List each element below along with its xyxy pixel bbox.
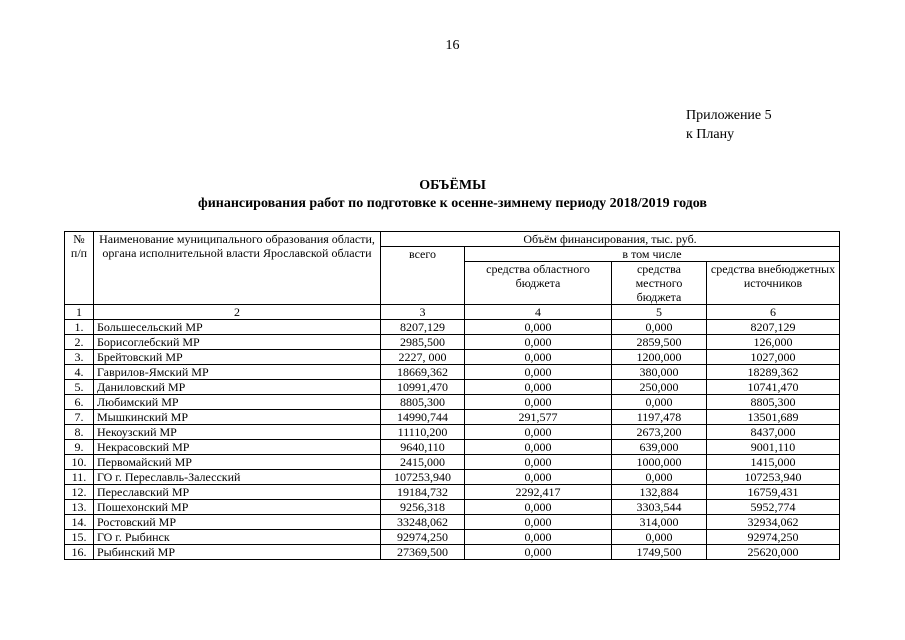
table-row <box>65 395 840 410</box>
local-value: 380,000 <box>612 365 707 380</box>
header-total: всего <box>381 247 465 305</box>
municipality-name: ГО г. Рыбинск <box>94 530 381 545</box>
financing-table <box>64 231 840 560</box>
row-number: 9. <box>65 440 94 455</box>
column-number: 5 <box>612 305 707 320</box>
column-numbers-row <box>65 305 840 320</box>
table-row <box>65 440 840 455</box>
header-funding: Объём финансирования, тыс. руб. <box>381 232 840 247</box>
local-value: 2859,500 <box>612 335 707 350</box>
total-value: 11110,200 <box>381 425 465 440</box>
local-value: 1197,478 <box>612 410 707 425</box>
local-value: 0,000 <box>612 395 707 410</box>
table-row <box>65 425 840 440</box>
municipality-name: Мышкинский МР <box>94 410 381 425</box>
title-main: ОБЪЁМЫ <box>419 178 486 193</box>
regional-value: 0,000 <box>465 395 612 410</box>
row-number: 16. <box>65 545 94 560</box>
municipality-name: Некоузский МР <box>94 425 381 440</box>
row-number: 7. <box>65 410 94 425</box>
row-number: 14. <box>65 515 94 530</box>
regional-value: 0,000 <box>465 455 612 470</box>
extrabudget-value: 32934,062 <box>707 515 840 530</box>
total-value: 2985,500 <box>381 335 465 350</box>
table-row <box>65 335 840 350</box>
column-number: 6 <box>707 305 840 320</box>
total-value: 9640,110 <box>381 440 465 455</box>
table-row <box>65 350 840 365</box>
total-value: 10991,470 <box>381 380 465 395</box>
header-regional: средства областного бюджета <box>465 262 612 305</box>
regional-value: 0,000 <box>465 335 612 350</box>
extrabudget-value: 8805,300 <box>707 395 840 410</box>
document-title <box>0 177 905 213</box>
page-number: 16 <box>445 38 460 53</box>
regional-value: 0,000 <box>465 515 612 530</box>
total-value: 2415,000 <box>381 455 465 470</box>
extrabudget-value: 1027,000 <box>707 350 840 365</box>
table-row <box>65 470 840 485</box>
local-value: 3303,544 <box>612 500 707 515</box>
extrabudget-value: 9001,110 <box>707 440 840 455</box>
extrabudget-value: 126,000 <box>707 335 840 350</box>
total-value: 33248,062 <box>381 515 465 530</box>
regional-value: 0,000 <box>465 425 612 440</box>
row-number: 3. <box>65 350 94 365</box>
regional-value: 2292,417 <box>465 485 612 500</box>
regional-value: 0,000 <box>465 350 612 365</box>
municipality-name: Гаврилов-Ямский МР <box>94 365 381 380</box>
column-number: 3 <box>381 305 465 320</box>
local-value: 2673,200 <box>612 425 707 440</box>
total-value: 18669,362 <box>381 365 465 380</box>
table-row <box>65 515 840 530</box>
total-value: 92974,250 <box>381 530 465 545</box>
extrabudget-value: 92974,250 <box>707 530 840 545</box>
table-body <box>65 320 840 560</box>
column-number: 4 <box>465 305 612 320</box>
regional-value: 0,000 <box>465 530 612 545</box>
row-number: 12. <box>65 485 94 500</box>
extrabudget-value: 18289,362 <box>707 365 840 380</box>
municipality-name: Даниловский МР <box>94 380 381 395</box>
municipality-name: Рыбинский МР <box>94 545 381 560</box>
local-value: 1749,500 <box>612 545 707 560</box>
total-value: 9256,318 <box>381 500 465 515</box>
regional-value: 0,000 <box>465 365 612 380</box>
total-value: 19184,732 <box>381 485 465 500</box>
local-value: 0,000 <box>612 470 707 485</box>
header-local: средства местного бюджета <box>612 262 707 305</box>
local-value: 0,000 <box>612 530 707 545</box>
column-number: 2 <box>94 305 381 320</box>
municipality-name: Пошехонский МР <box>94 500 381 515</box>
total-value: 27369,500 <box>381 545 465 560</box>
extrabudget-value: 1415,000 <box>707 455 840 470</box>
total-value: 107253,940 <box>381 470 465 485</box>
local-value: 314,000 <box>612 515 707 530</box>
regional-value: 0,000 <box>465 470 612 485</box>
municipality-name: Ростовский МР <box>94 515 381 530</box>
regional-value: 291,577 <box>465 410 612 425</box>
row-number: 13. <box>65 500 94 515</box>
municipality-name: Переславский МР <box>94 485 381 500</box>
local-value: 250,000 <box>612 380 707 395</box>
municipality-name: Любимский МР <box>94 395 381 410</box>
extrabudget-value: 13501,689 <box>707 410 840 425</box>
local-value: 132,884 <box>612 485 707 500</box>
row-number: 5. <box>65 380 94 395</box>
row-number: 4. <box>65 365 94 380</box>
regional-value: 0,000 <box>465 320 612 335</box>
extrabudget-value: 5952,774 <box>707 500 840 515</box>
municipality-name: Некрасовский МР <box>94 440 381 455</box>
header-including: в том числе <box>465 247 840 262</box>
table-row <box>65 380 840 395</box>
municipality-name: Первомайский МР <box>94 455 381 470</box>
table-row <box>65 455 840 470</box>
title-subtitle: финансирования работ по подготовке к осенне-зимнему периоду 2018/2019 годов <box>198 196 707 211</box>
table-row <box>65 320 840 335</box>
municipality-name: Борисоглебский МР <box>94 335 381 350</box>
extrabudget-value: 10741,470 <box>707 380 840 395</box>
column-number: 1 <box>65 305 94 320</box>
row-number: 11. <box>65 470 94 485</box>
row-number: 8. <box>65 425 94 440</box>
regional-value: 0,000 <box>465 500 612 515</box>
row-number: 1. <box>65 320 94 335</box>
header-name: Наименование муниципального образования области, органа исполнительной власти Ярославской области <box>94 232 381 305</box>
header-extrabudget: средства внебюджетных источников <box>707 262 840 305</box>
header-num: № п/п <box>65 232 94 305</box>
regional-value: 0,000 <box>465 440 612 455</box>
appendix-note <box>686 106 772 144</box>
row-number: 2. <box>65 335 94 350</box>
total-value: 8805,300 <box>381 395 465 410</box>
appendix-line-2: к Плану <box>686 127 735 142</box>
regional-value: 0,000 <box>465 380 612 395</box>
extrabudget-value: 25620,000 <box>707 545 840 560</box>
table-row <box>65 500 840 515</box>
regional-value: 0,000 <box>465 545 612 560</box>
table-row <box>65 365 840 380</box>
extrabudget-value: 16759,431 <box>707 485 840 500</box>
municipality-name: Большесельский МР <box>94 320 381 335</box>
extrabudget-value: 8207,129 <box>707 320 840 335</box>
table-row <box>65 410 840 425</box>
extrabudget-value: 8437,000 <box>707 425 840 440</box>
table-row <box>65 530 840 545</box>
municipality-name: ГО г. Переславль-Залесский <box>94 470 381 485</box>
total-value: 8207,129 <box>381 320 465 335</box>
local-value: 639,000 <box>612 440 707 455</box>
table-row <box>65 485 840 500</box>
table-row <box>65 545 840 560</box>
row-number: 15. <box>65 530 94 545</box>
municipality-name: Брейтовский МР <box>94 350 381 365</box>
extrabudget-value: 107253,940 <box>707 470 840 485</box>
total-value: 14990,744 <box>381 410 465 425</box>
row-number: 10. <box>65 455 94 470</box>
local-value: 1000,000 <box>612 455 707 470</box>
appendix-line-1: Приложение 5 <box>686 108 772 123</box>
local-value: 0,000 <box>612 320 707 335</box>
local-value: 1200,000 <box>612 350 707 365</box>
row-number: 6. <box>65 395 94 410</box>
total-value: 2227, 000 <box>381 350 465 365</box>
